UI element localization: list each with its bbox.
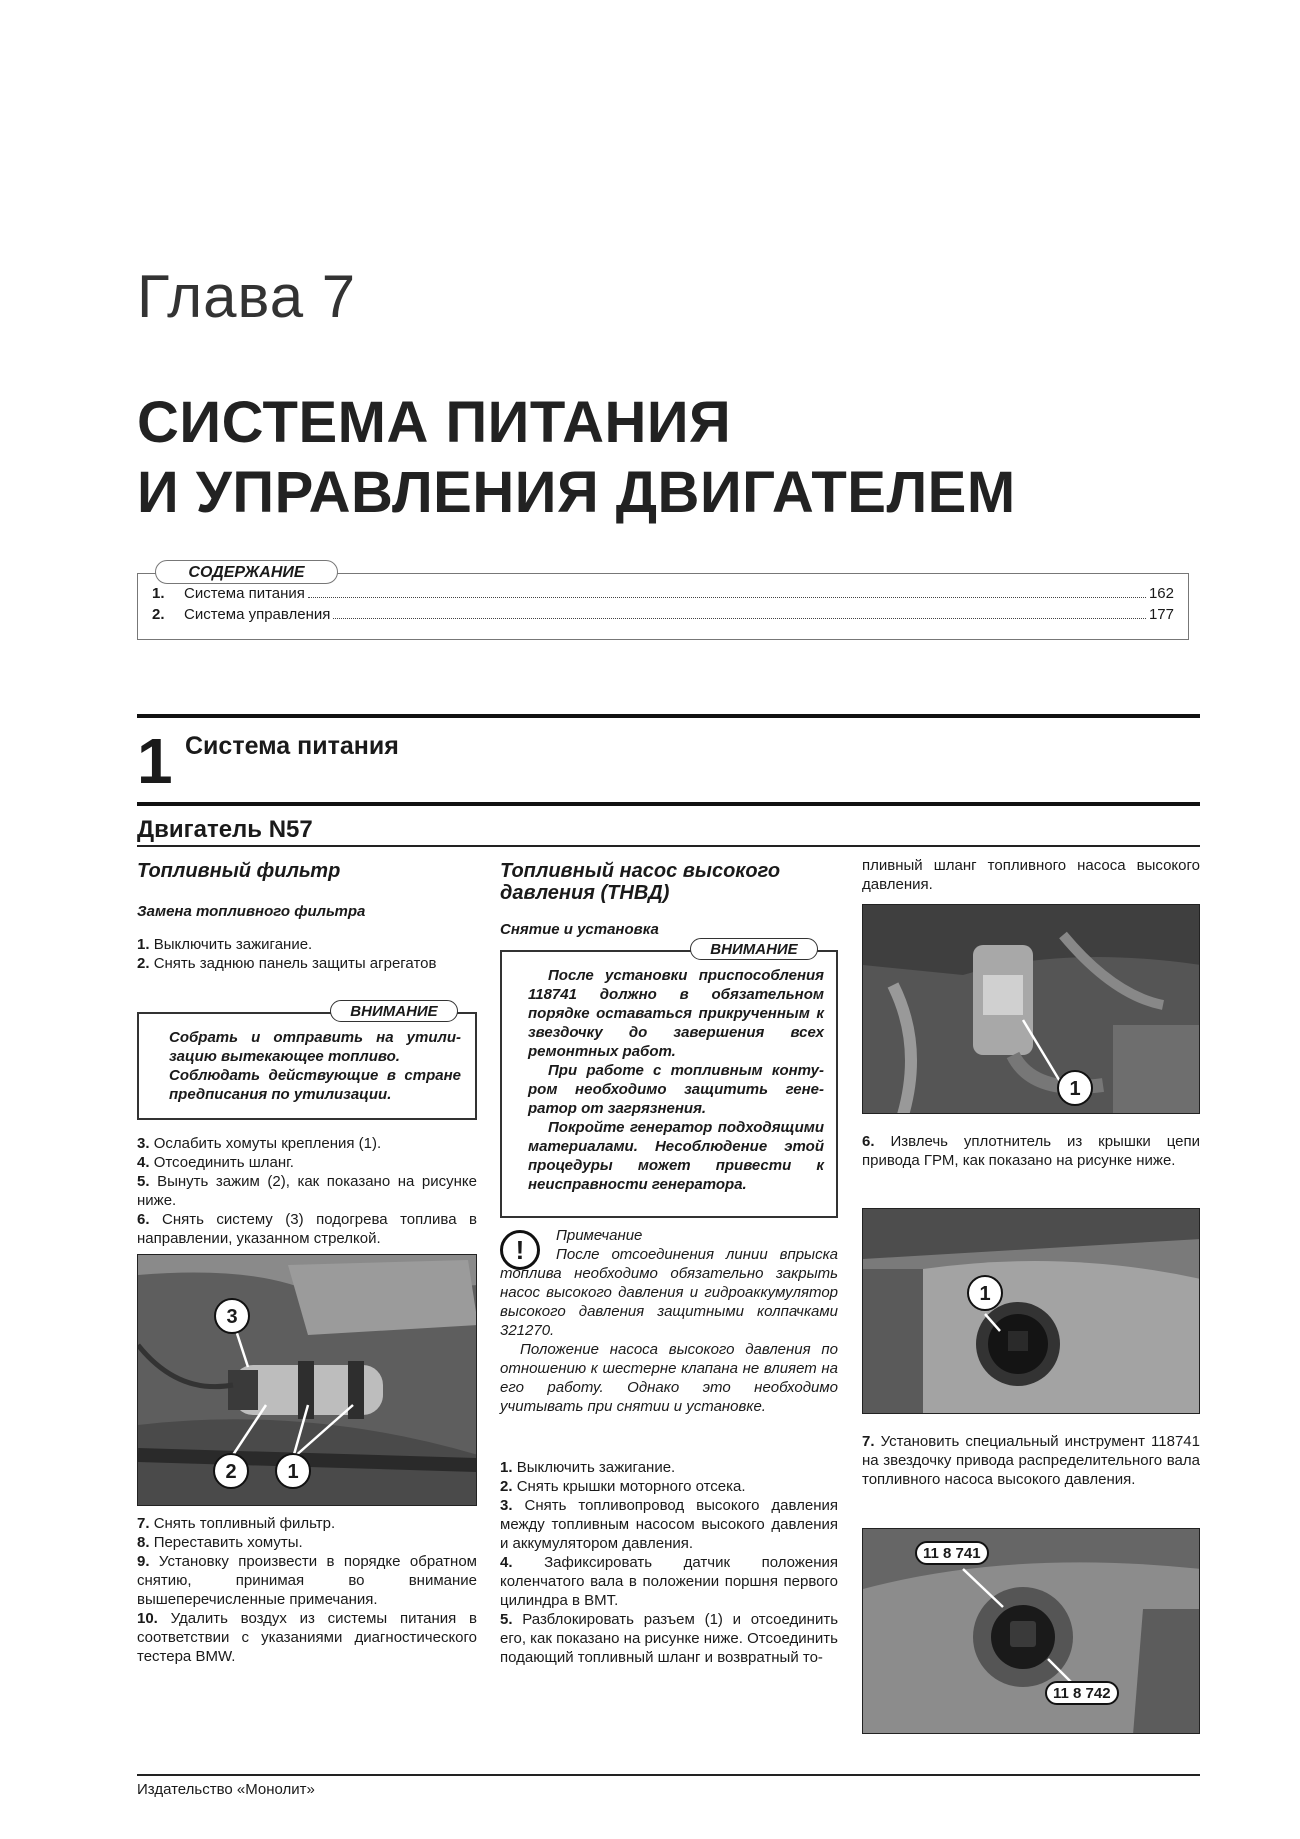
step: 4. Отсоединить шланг.: [137, 1154, 294, 1171]
filter-replace-subheading: Замена топливного фильтра: [137, 903, 366, 920]
special-tool-illustration: [863, 1529, 1200, 1734]
warning-text: После установки приспособления 118741 должно в обязательном порядке оставаться прикрученным к звездочку до завершения всех ремонтных работ.: [528, 967, 824, 1060]
column-1-steps-end: [137, 1514, 477, 1666]
publisher-footer: Издательство «Монолит»: [137, 1781, 315, 1798]
toc-leader: [333, 606, 1146, 619]
note-text: После отсоединения линии впрыска топлива необходимо обязательно закрыть насос высокого давления и гидроаккумулятор высокого давления защитными колпачками 321270.: [500, 1246, 838, 1339]
warning-text: Соблюдать действующие в стране предписания по утилизации.: [169, 1067, 461, 1103]
note-label: Примечание: [556, 1227, 643, 1244]
special-tool-photo: [862, 1528, 1200, 1734]
step: 6. Извлечь уплотнитель из крышки цепи привода ГРМ, как показано на рисунке ниже.: [862, 1133, 1200, 1169]
step: 5. Разблокировать разъем (1) и отсоединить его, как показано на рисунке ниже. Отсоединить подающий топливный шланг и возвратный то-: [500, 1611, 839, 1666]
step: 3. Ослабить хомуты крепления (1).: [137, 1135, 382, 1152]
step: 8. Переставить хомуты.: [137, 1534, 303, 1551]
column-1: [137, 860, 477, 973]
toc-item-number: 1.: [152, 585, 165, 602]
section-rule-top: [137, 714, 1200, 718]
toc-item-text: Система управления: [184, 606, 331, 623]
section-title: Система питания: [185, 732, 399, 760]
step: 3. Снять топливопровод высокого давления между топливным насосом высокого давления и аккумулятором давления.: [500, 1497, 839, 1552]
step: 5. Вынуть зажим (2), как показано на рисунке ниже.: [137, 1173, 477, 1209]
step: 9. Установку произвести в порядке обратном снятию, принимая во внимание вышеперечисленные примечания.: [137, 1553, 477, 1608]
step: 2. Снять заднюю панель защиты агрегатов: [137, 955, 437, 972]
step: 4. Зафиксировать датчик положения коленчатого вала в положении поршня первого цилиндра в ВМТ.: [500, 1554, 838, 1609]
note-text: Положение насоса высокого давления по отношению к шестерне клапана не влияет на его работу. Однако это необходимо учитывать при снятии и установке.: [500, 1341, 838, 1415]
column-3: [862, 856, 1200, 894]
fuel-filter-photo: [137, 1254, 477, 1506]
hpfp-connector-photo: [862, 904, 1200, 1114]
fuel-filter-heading: Топливный фильтр: [137, 860, 341, 882]
step: 6. Снять систему (3) подогрева топлива в направлении, указанном стрелкой.: [137, 1211, 477, 1247]
chapter-title-line1: СИСТЕМА ПИТАНИЯ: [137, 390, 732, 455]
exclamation-icon: !: [500, 1230, 540, 1270]
callout-2: 2: [213, 1453, 249, 1489]
callout-3: 3: [214, 1298, 250, 1334]
column-1-steps: [137, 1134, 477, 1248]
step: 1. Выключить зажигание.: [500, 1459, 676, 1476]
step: 2. Снять крышки моторного отсека.: [500, 1478, 746, 1495]
column-3-step6: [862, 1132, 1200, 1170]
chapter-title: [137, 388, 1237, 528]
tool-tag-118741: 11 8 741: [915, 1541, 989, 1565]
toc-item-number: 2.: [152, 606, 165, 623]
warning-label: ВНИМАНИЕ: [690, 938, 818, 960]
warning-box: [500, 950, 838, 1218]
engine-heading: Двигатель N57: [137, 816, 313, 843]
hpfp-heading: Топливный насос высокого давления (ТНВД): [500, 860, 781, 904]
column-3-step7: [862, 1432, 1200, 1489]
callout-1: 1: [967, 1275, 1003, 1311]
footer-rule: [137, 1774, 1200, 1776]
callout-1: 1: [275, 1453, 311, 1489]
continued-text: пливный шланг топливного насоса высокого давления.: [862, 857, 1200, 893]
tool-tag-118742: 11 8 742: [1045, 1681, 1119, 1705]
warning-text: При работе с топливным контуром необходимо защитить генератор от загрязнения.: [528, 1062, 824, 1117]
step: 1. Выключить зажигание.: [137, 936, 313, 953]
engine-rule: [137, 845, 1200, 847]
column-2: [500, 860, 838, 939]
column-2-steps: [500, 1458, 838, 1667]
toc-item-page: 162: [1148, 585, 1174, 602]
hpfp-connector-illustration: [863, 905, 1200, 1114]
toc-item[interactable]: [152, 606, 1174, 623]
step: 10. Удалить воздух из системы питания в соответствии с указаниями диагностического тестера BMW.: [137, 1610, 478, 1665]
section-rule-bottom: [137, 802, 1200, 806]
toc-item-text: Система питания: [184, 585, 305, 602]
warning-text: Собрать и отправить на утилизацию вытекающее топливо.: [169, 1029, 461, 1065]
callout-1: 1: [1057, 1070, 1093, 1106]
toc-item-page: 177: [1148, 606, 1174, 623]
timing-cover-illustration: [863, 1209, 1200, 1414]
warning-box: [137, 1012, 477, 1120]
chapter-label: Глава 7: [137, 263, 357, 330]
toc-item[interactable]: [152, 585, 1174, 602]
chapter-title-line2: И УПРАВЛЕНИЯ ДВИГАТЕЛЕМ: [137, 460, 1016, 525]
step: 7. Установить специальный инструмент 118741 на звездочку привода распределительного вала топливного насоса высокого давления.: [862, 1433, 1200, 1488]
toc-leader: [308, 585, 1146, 598]
section-number: 1: [137, 725, 173, 797]
note-block: [500, 1226, 838, 1416]
timing-cover-photo: [862, 1208, 1200, 1414]
warning-text: Покройте генератор подходящими материалами. Несоблюдение этой процедуры может привести к неисправности генератора.: [528, 1119, 824, 1193]
toc-label: СОДЕРЖАНИЕ: [155, 560, 338, 584]
warning-label: ВНИМАНИЕ: [330, 1000, 458, 1022]
removal-subheading: Снятие и установка: [500, 921, 659, 938]
step: 7. Снять топливный фильтр.: [137, 1515, 336, 1532]
